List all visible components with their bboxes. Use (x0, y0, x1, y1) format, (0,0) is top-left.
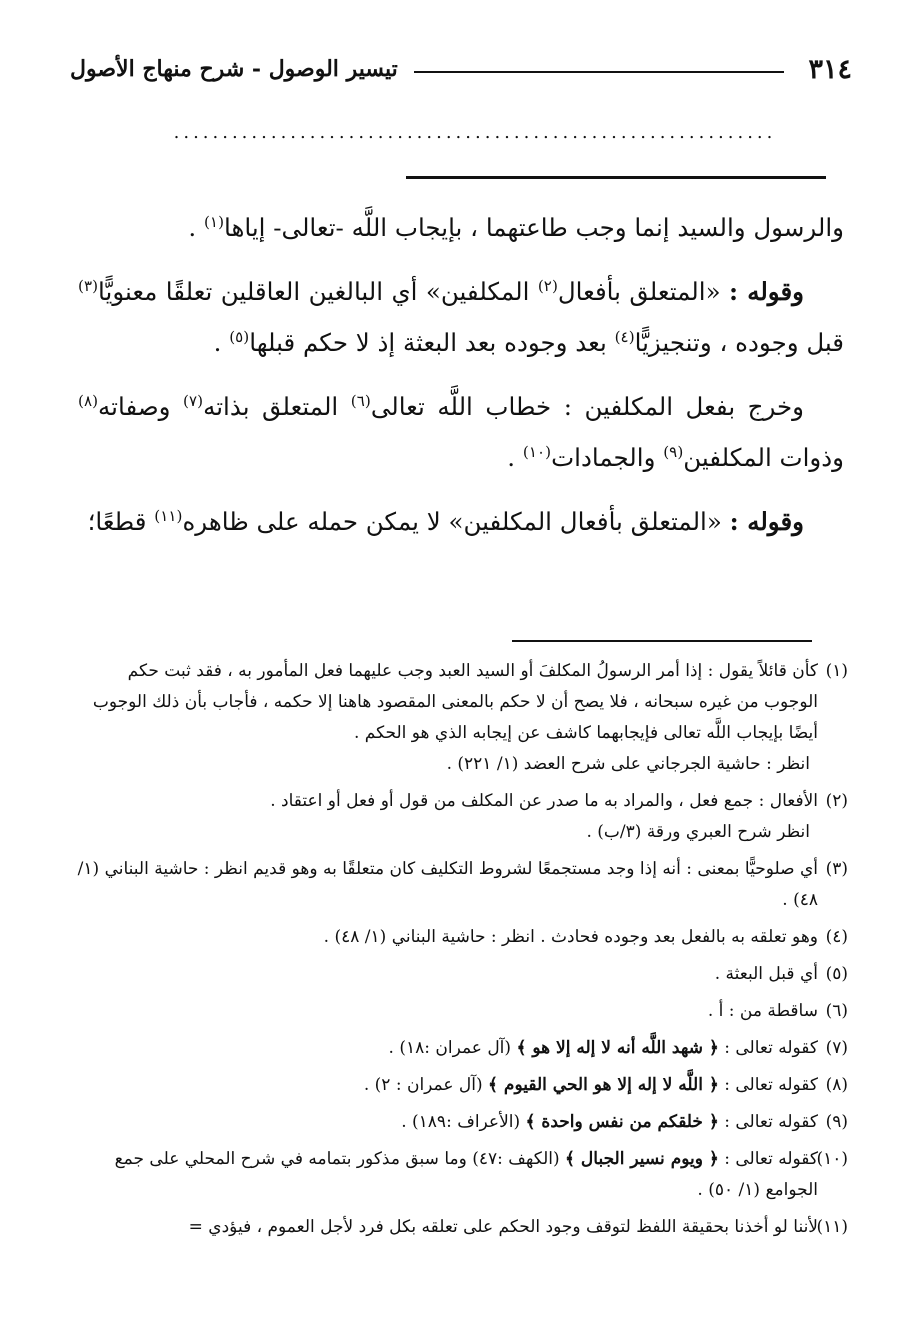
footnote-ref: (٤) (614, 327, 635, 346)
footnote-number: (٤) (825, 927, 848, 947)
footnote-ref: (٧) (183, 391, 204, 410)
quran-verse: ﴿ اللَّه لا إله إلا هو الحي القيوم ﴾ (488, 1075, 719, 1095)
footnotes (72, 656, 848, 1249)
book-title: تيسير الوصول - شرح منهاج الأصول (70, 56, 398, 82)
lead-word: وقوله : (729, 507, 804, 536)
quran-verse: ﴿ ويوم نسير الجبال ﴾ (565, 1149, 719, 1169)
footnote-3: (٣) أي صلوحيًّا بمعنى : أنه إذا وجد مستجمعًا لشروط التكليف كان متعلقًا به وهو قديم انظر : حاشية البناني (١/ ٤٨) . (72, 854, 848, 916)
footnote-9: (٩) كقوله تعالى : ﴿ خلقكم من نفس واحدة ﴾ (الأعراف :١٨٩) . (72, 1107, 848, 1138)
footnote-number: (٩) (825, 1112, 848, 1132)
footnote-11: (١١) لأننا لو أخذنا بحقيقة اللفظ لتوقف وجود الحكم على تعلقه بكل فرد لأجل العموم ، فيؤدي = (72, 1212, 848, 1243)
footnote-ref: (١) (203, 212, 224, 231)
footnote-ref: (١١) (154, 506, 183, 525)
footnote-ref: (٥) (229, 327, 250, 346)
footnote-4: (٤) وهو تعلقه به بالفعل بعد وجوده فحادث . انظر : حاشية البناني (١/ ٤٨) . (72, 922, 848, 953)
footnote-number: (٥) (825, 964, 848, 984)
paragraph-2: وقوله : «المتعلق بأفعال$^{(٢)}$ المكلفين» أي البالغين العاقلين تعلقًا معنويًّا$^{(٣)}$ قبل وجوده ، وتنجيزيًّا$^{(٤)}$ بعد وجوده بعد البعثة إذ لا حكم قبلها$^{(٥)}$ . (78, 276, 844, 357)
footnote-2: (٢) الأفعال : جمع فعل ، والمراد به ما صدر عن المكلف من قول أو فعل أو اعتقاد . انظر شرح العبري ورقة (٣/ب) . (72, 786, 848, 848)
footnote-8: (٨) كقوله تعالى : ﴿ اللَّه لا إله إلا هو الحي القيوم ﴾ (آل عمران : ٢) . (72, 1070, 848, 1101)
paragraph-3: وخرج بفعل المكلفين : خطاب اللَّه تعالى$^{(٦)}$ المتعلق بذاته$^{(٧)}$ وصفاته$^{(٨)}$ وذوات المكلفين$^{(٩)}$ والجمادات$^{(١٠)}$ . (78, 391, 844, 472)
footnote-number: (١) (825, 661, 848, 681)
quran-verse: ﴿ خلقكم من نفس واحدة ﴾ (525, 1112, 719, 1132)
main-text (78, 202, 844, 560)
dotted-separator: .............................................................. (173, 124, 777, 142)
footnote-ref: (٣) (78, 276, 99, 295)
paragraph-4: وقوله : «المتعلق بأفعال المكلفين» لا يمكن حمله على ظاهره$^{(١١)}$ قطعًا؛ (87, 506, 804, 536)
footnote-number: (٢) (825, 791, 848, 811)
footnote-number: (١١) (816, 1217, 848, 1237)
footnote-number: (١٠) (816, 1149, 848, 1169)
footnote-ref: (٦) (350, 391, 371, 410)
top-rule (406, 176, 826, 179)
footnote-ref: (٢) (537, 276, 558, 295)
footnote-rule (512, 640, 812, 642)
footnote-5: (٥) أي قبل البعثة . (72, 959, 848, 990)
footnote-ref: (٨) (78, 391, 99, 410)
page-number: ٣١٤ (808, 54, 852, 85)
footnote-1: (١) كأن قائلاً يقول : إذا أمر الرسولُ المكلفَ أو السيد العبد وجب عليهما فعل المأمور به ، فقد ثبت حكم الوجوب من غيره سبحانه ، فلا يصح أن لا حكم بالمعنى المقصود هاهنا إلا حكمه ، فأجاب بأن ذلك الوجوب أيضًا بإيجاب اللَّه تعالى فإيجابهما كاشف عن إيجابه الذي هو الحكم . انظر : حاشية الجرجاني على شرح العضد (١/ ٢٢١) . (72, 656, 848, 780)
lead-word: وقوله : (728, 277, 804, 306)
running-header (70, 54, 852, 94)
footnote-6: (٦) ساقطة من : أ . (72, 996, 848, 1027)
quran-verse: ﴿ شهد اللَّه أنه لا إله إلا هو ﴾ (516, 1038, 719, 1058)
footnote-7: (٧) كقوله تعالى : ﴿ شهد اللَّه أنه لا إله إلا هو ﴾ (آل عمران :١٨) . (72, 1033, 848, 1064)
footnote-10: (١٠) كقوله تعالى : ﴿ ويوم نسير الجبال ﴾ (الكهف :٤٧) وما سبق مذكور بتمامه في شرح المحلي على جمع الجوامع (١/ ٥٠) . (72, 1144, 848, 1206)
footnote-number: (٧) (825, 1038, 848, 1058)
footnote-ref: (١٠) (522, 442, 552, 461)
paragraph-1: والرسول والسيد إنما وجب طاعتهما ، بإيجاب اللَّه -تعالى- إياها$^{(١)}$ . (188, 212, 844, 242)
header-rule (414, 71, 784, 73)
footnote-ref: (٩) (663, 442, 684, 461)
footnote-number: (٦) (825, 1001, 848, 1021)
footnote-number: (٨) (825, 1075, 848, 1095)
footnote-number: (٣) (825, 859, 848, 879)
